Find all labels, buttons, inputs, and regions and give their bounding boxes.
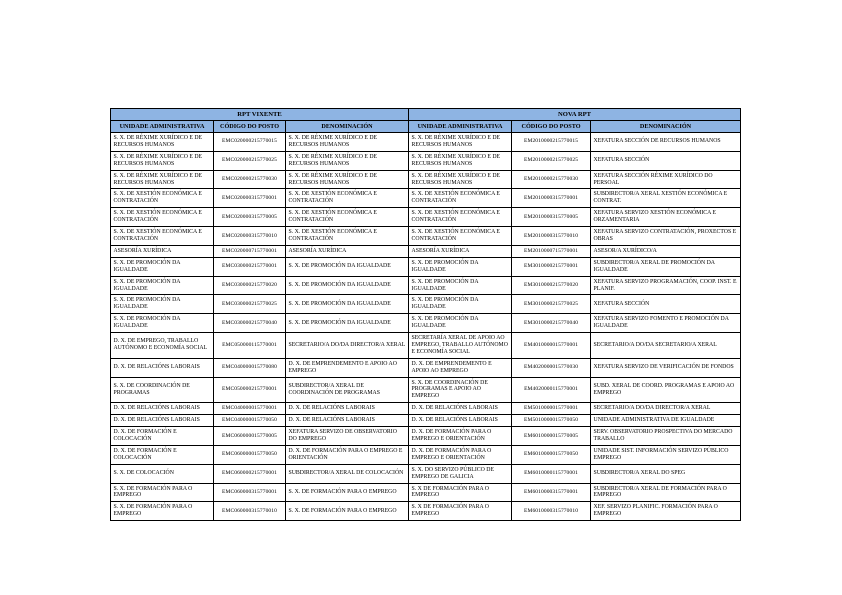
old-unit-cell: D. X. DE FORMACIÓN E COLOCACIÓN (111, 427, 214, 446)
table-row (111, 208, 741, 227)
new-code-cell: EM6010000015770005 (512, 427, 591, 446)
old-denomination-cell: ASESORÍA XURÍDICA (286, 245, 409, 257)
column-header-old-code: CÓDIGO DO POSTO (214, 121, 286, 133)
table-row (111, 483, 741, 502)
new-denomination-cell: SUBDIRECTOR/A XERAL DO SPEG (591, 464, 741, 483)
old-denomination-cell: S. X. DE RÉXIME XURÍDICO E DE RECURSOS HUMANOS (286, 151, 409, 170)
old-unit-cell: ASESORÍA XURÍDICA (111, 245, 214, 257)
old-code-cell: EMC020000215770030 (214, 170, 286, 189)
old-code-cell: EMC060000215770001 (214, 464, 286, 483)
old-denomination-cell: S. X. DE XESTIÓN ECONÓMICA E CONTRATACIÓN (286, 227, 409, 246)
old-code-cell: EMC040000015770050 (214, 415, 286, 427)
new-unit-cell: S. X. DE XESTIÓN ECONÓMICA E CONTRATACIÓN (409, 227, 512, 246)
old-code-cell: EMC020000215770015 (214, 133, 286, 152)
table-row (111, 133, 741, 152)
old-unit-cell: S. X. DE RÉXIME XURÍDICO E DE RECURSOS HUMANOS (111, 170, 214, 189)
new-unit-cell: S. X. DO SERVIZO PÚBLICO DE EMPREGO DE GALICIA (409, 464, 512, 483)
old-code-cell: EMC030000215770025 (214, 295, 286, 314)
old-denomination-cell: S. X. DE PROMOCIÓN DA IGUALDADE (286, 257, 409, 276)
new-denomination-cell: SECRETARIO/A DO/DA DIRECTOR/A XERAL (591, 403, 741, 415)
new-code-cell: EM4020000015770030 (512, 358, 591, 377)
old-code-cell: EMC050000215770001 (214, 377, 286, 403)
old-denomination-cell: SUBDIRECTOR/A XERAL DE COORDINACIÓN DE PROGRAMAS (286, 377, 409, 403)
table-row (111, 227, 741, 246)
new-unit-cell: SECRETARÍA XERAL DE APOIO AO EMPREGO, TRABALLO AUTÓNOMO E ECONOMÍA SOCIAL (409, 333, 512, 359)
old-unit-cell: D. X. DE RELACIÓNS LABORAIS (111, 415, 214, 427)
column-header-row (111, 121, 741, 133)
new-unit-cell: D. X. DE FORMACIÓN PARA O EMPREGO E ORIENTACIÓN (409, 445, 512, 464)
old-denomination-cell: S. X. DE FORMACIÓN PARA O EMPREGO (286, 483, 409, 502)
old-unit-cell: S. X. DE FORMACIÓN PARA O EMPREGO (111, 483, 214, 502)
new-code-cell: EM2010000215770030 (512, 170, 591, 189)
table-row (111, 276, 741, 295)
new-code-cell: EM6010000315770010 (512, 502, 591, 521)
new-code-cell: EM4010000015770001 (512, 333, 591, 359)
old-unit-cell: S. X. DE XESTIÓN ECONÓMICA E CONTRATACIÓN (111, 189, 214, 208)
new-denomination-cell: SERV. OBSERVATORIO PROSPECTIVA DO MERCADO TRABALLO (591, 427, 741, 446)
new-unit-cell: S. X. DE COORDINACIÓN DE PROGRAMAS E APOIO AO EMPREGO (409, 377, 512, 403)
old-unit-cell: S. X. DE RÉXIME XURÍDICO E DE RECURSOS HUMANOS (111, 133, 214, 152)
old-unit-cell: D. X. DE FORMACIÓN E COLOCACIÓN (111, 445, 214, 464)
new-unit-cell: S. X. DE PROMOCIÓN DA IGUALDADE (409, 295, 512, 314)
new-denomination-cell: XEFATURA SECCIÓN DE RECURSOS HUMANOS (591, 133, 741, 152)
new-code-cell: EM2010000715770001 (512, 245, 591, 257)
table-row (111, 151, 741, 170)
new-code-cell: EM6010000115770001 (512, 464, 591, 483)
new-unit-cell: D. X. DE EMPRENDEMENTO E APOIO AO EMPREGO (409, 358, 512, 377)
old-denomination-cell: S. X. DE RÉXIME XURÍDICO E DE RECURSOS HUMANOS (286, 170, 409, 189)
old-unit-cell: D. X. DE EMPREGO, TRABALLO AUTÓNOMO E ECONOMÍA SOCIAL (111, 333, 214, 359)
new-code-cell: EM3010000215770040 (512, 314, 591, 333)
table-row (111, 377, 741, 403)
old-denomination-cell: S. X. DE XESTIÓN ECONÓMICA E CONTRATACIÓN (286, 208, 409, 227)
column-header-old-unit: UNIDADE ADMINISTRATIVA (111, 121, 214, 133)
old-denomination-cell: S. X. DE XESTIÓN ECONÓMICA E CONTRATACIÓN (286, 189, 409, 208)
old-unit-cell: S. X. DE XESTIÓN ECONÓMICA E CONTRATACIÓN (111, 227, 214, 246)
new-denomination-cell: UNIDADE ADMINISTRATIVA DE IGUALDADE (591, 415, 741, 427)
new-code-cell: EM6010000015770050 (512, 445, 591, 464)
new-denomination-cell: SUBD. XERAL DE COORD. PROGRAMAS E APOIO AO EMPREGO (591, 377, 741, 403)
new-unit-cell: S. X. DE RÉXIME XURÍDICO E DE RECURSOS HUMANOS (409, 133, 512, 152)
new-denomination-cell: XEFATURA SERVIZO DE VERIFICACIÓN DE FONDOS (591, 358, 741, 377)
table-row (111, 333, 741, 359)
old-denomination-cell: S. X. DE FORMACIÓN PARA O EMPREGO (286, 502, 409, 521)
old-code-cell: EMC020000315770010 (214, 227, 286, 246)
new-code-cell: EM3010000215770025 (512, 295, 591, 314)
table-row (111, 257, 741, 276)
old-denomination-cell: S. X. DE PROMOCIÓN DA IGUALDADE (286, 314, 409, 333)
new-unit-cell: S. X. DE XESTIÓN ECONÓMICA E CONTRATACIÓN (409, 189, 512, 208)
old-unit-cell: D. X. DE RELACIÓNS LABORAIS (111, 403, 214, 415)
old-code-cell: EMC020000315770001 (214, 189, 286, 208)
new-denomination-cell: SUBDIRECTOR/A XERAL DE FORMACIÓN PARA O EMPREGO (591, 483, 741, 502)
old-code-cell: EMC020000315770005 (214, 208, 286, 227)
new-denomination-cell: SUBDIRECTOR/A XERAL XESTIÓN ECONÓMICA E CONTRAT. (591, 189, 741, 208)
table-row (111, 415, 741, 427)
old-unit-cell: S. X. DE PROMOCIÓN DA IGUALDADE (111, 295, 214, 314)
new-unit-cell: S. X. DE RÉXIME XURÍDICO E DE RECURSOS HUMANOS (409, 170, 512, 189)
old-code-cell: EMC030000215770020 (214, 276, 286, 295)
new-code-cell: EM5010000015770001 (512, 403, 591, 415)
old-code-cell: EMC040000015770080 (214, 358, 286, 377)
table-row (111, 189, 741, 208)
new-unit-cell: S. X. DE PROMOCIÓN DA IGUALDADE (409, 276, 512, 295)
new-denomination-cell: XEFATURA SERVIZO CONTRATACIÓN, PROXECTOS E OBRAS (591, 227, 741, 246)
new-unit-cell: S. X DE FORMACIÓN PARA O EMPREGO (409, 483, 512, 502)
old-unit-cell: S. X. DE PROMOCIÓN DA IGUALDADE (111, 276, 214, 295)
old-code-cell: EMC060000315770001 (214, 483, 286, 502)
new-denomination-cell: XEFATURA SECCIÓN RÉXIME XURÍDICO DO PERSOAL (591, 170, 741, 189)
group-header-nova-rpt: NOVA RPT (409, 109, 741, 121)
old-denomination-cell: D. X. DE FORMACIÓN PARA O EMPREGO E ORIENTACIÓN (286, 445, 409, 464)
old-code-cell: EMC020000215770025 (214, 151, 286, 170)
new-denomination-cell: ASESOR/A XURÍDICO/A (591, 245, 741, 257)
new-denomination-cell: XEFATURA SECCIÓN (591, 295, 741, 314)
old-code-cell: EMC020000715770001 (214, 245, 286, 257)
old-denomination-cell: S. X. DE PROMOCIÓN DA IGUALDADE (286, 276, 409, 295)
new-code-cell: EM2010000315770005 (512, 208, 591, 227)
column-header-new-unit: UNIDADE ADMINISTRATIVA (409, 121, 512, 133)
new-code-cell: EM2010000315770010 (512, 227, 591, 246)
old-denomination-cell: D. X. DE RELACIÓNS LABORAIS (286, 403, 409, 415)
new-denomination-cell: SECRETARIO/A DO/DA SECRETARIO/A XERAL (591, 333, 741, 359)
new-code-cell: EM3010000215770001 (512, 257, 591, 276)
new-unit-cell: D. X. DE RELACIÓNS LABORAIS (409, 415, 512, 427)
new-denomination-cell: SUBDIRECTOR/A XERAL DE PROMOCIÓN DA IGUALDADE (591, 257, 741, 276)
new-denomination-cell: XEFATURA SECCIÓN (591, 151, 741, 170)
old-denomination-cell: D. X. DE RELACIÓNS LABORAIS (286, 415, 409, 427)
table-row (111, 445, 741, 464)
table-row (111, 403, 741, 415)
old-code-cell: EMC030000215770001 (214, 257, 286, 276)
old-unit-cell: D. X. DE RELACIÓNS LABORAIS (111, 358, 214, 377)
group-header-rpt-vixente: RPT VIXENTE (111, 109, 409, 121)
table-body (111, 133, 741, 521)
old-unit-cell: S. X. DE PROMOCIÓN DA IGUALDADE (111, 257, 214, 276)
new-code-cell: EM2010000215770025 (512, 151, 591, 170)
new-code-cell: EM2010000215770015 (512, 133, 591, 152)
table-row (111, 295, 741, 314)
new-code-cell: EM5010000015770050 (512, 415, 591, 427)
table-row (111, 464, 741, 483)
new-denomination-cell: XEFATURA SERVIZO XESTIÓN ECONÓMICA E ORZAMENTARIA (591, 208, 741, 227)
new-unit-cell: S. X. DE PROMOCIÓN DA IGUALDADE (409, 314, 512, 333)
old-code-cell: EMC060000015770050 (214, 445, 286, 464)
group-header-row (111, 109, 741, 121)
new-unit-cell: ASESORÍA XURÍDICA (409, 245, 512, 257)
table-row (111, 358, 741, 377)
old-code-cell: EMC040000015770001 (214, 403, 286, 415)
new-unit-cell: S. X. DE XESTIÓN ECONÓMICA E CONTRATACIÓN (409, 208, 512, 227)
old-code-cell: EMC050000115770001 (214, 333, 286, 359)
new-code-cell: EM2010000315770001 (512, 189, 591, 208)
old-denomination-cell: D. X. DE EMPRENDEMENTO E APOIO AO EMPREGO (286, 358, 409, 377)
old-code-cell: EMC030000215770040 (214, 314, 286, 333)
new-unit-cell: S. X DE FORMACIÓN PARA O EMPREGO (409, 502, 512, 521)
new-unit-cell: S. X. DE PROMOCIÓN DA IGUALDADE (409, 257, 512, 276)
old-unit-cell: S. X. DE COORDINACIÓN DE PROGRAMAS (111, 377, 214, 403)
old-unit-cell: S. X. DE COLOCACIÓN (111, 464, 214, 483)
old-denomination-cell: SUBDIRECTOR/A XERAL DE COLOCACIÓN (286, 464, 409, 483)
old-unit-cell: S. X. DE PROMOCIÓN DA IGUALDADE (111, 314, 214, 333)
new-denomination-cell: UNIDADE SIST. INFORMACIÓN SERVIZO PÚBLICO EMPREGO (591, 445, 741, 464)
new-denomination-cell: XEFATURA SERVIZO FOMENTO E PROMOCIÓN DA IGUALDADE (591, 314, 741, 333)
table-row (111, 170, 741, 189)
old-denomination-cell: XEFATURA SERVIZO DE OBSERVATORIO DO EMPREGO (286, 427, 409, 446)
table-row (111, 502, 741, 521)
table-row (111, 314, 741, 333)
new-denomination-cell: XEF. SERVIZO PLANIFIC. FORMACIÓN PARA O EMPREGO (591, 502, 741, 521)
new-unit-cell: D. X. DE FORMACIÓN PARA O EMPREGO E ORIENTACIÓN (409, 427, 512, 446)
column-header-old-denomination: DENOMINACIÓN (286, 121, 409, 133)
old-denomination-cell: SECRETARIO/A DO/DA DIRECTOR/A XERAL (286, 333, 409, 359)
old-code-cell: EMC060000315770010 (214, 502, 286, 521)
new-unit-cell: D. X. DE RELACIÓNS LABORAIS (409, 403, 512, 415)
new-code-cell: EM3010000215770020 (512, 276, 591, 295)
rpt-comparison-table (110, 108, 741, 521)
column-header-new-code: CÓDIGO DO POSTO (512, 121, 591, 133)
old-denomination-cell: S. X. DE RÉXIME XURÍDICO E DE RECURSOS HUMANOS (286, 133, 409, 152)
old-denomination-cell: S. X. DE PROMOCIÓN DA IGUALDADE (286, 295, 409, 314)
new-unit-cell: S. X. DE RÉXIME XURÍDICO E DE RECURSOS HUMANOS (409, 151, 512, 170)
old-unit-cell: S. X. DE FORMACIÓN PARA O EMPREGO (111, 502, 214, 521)
table-row (111, 245, 741, 257)
old-code-cell: EMC060000015770005 (214, 427, 286, 446)
new-code-cell: EM6010000315770001 (512, 483, 591, 502)
new-denomination-cell: XEFATURA SERVIZO PROGRAMACIÓN, COOP. INST. E PLANIF. (591, 276, 741, 295)
table-row (111, 427, 741, 446)
column-header-new-denomination: DENOMINACIÓN (591, 121, 741, 133)
old-unit-cell: S. X. DE RÉXIME XURÍDICO E DE RECURSOS HUMANOS (111, 151, 214, 170)
new-code-cell: EM4020000115770001 (512, 377, 591, 403)
old-unit-cell: S. X. DE XESTIÓN ECONÓMICA E CONTRATACIÓN (111, 208, 214, 227)
